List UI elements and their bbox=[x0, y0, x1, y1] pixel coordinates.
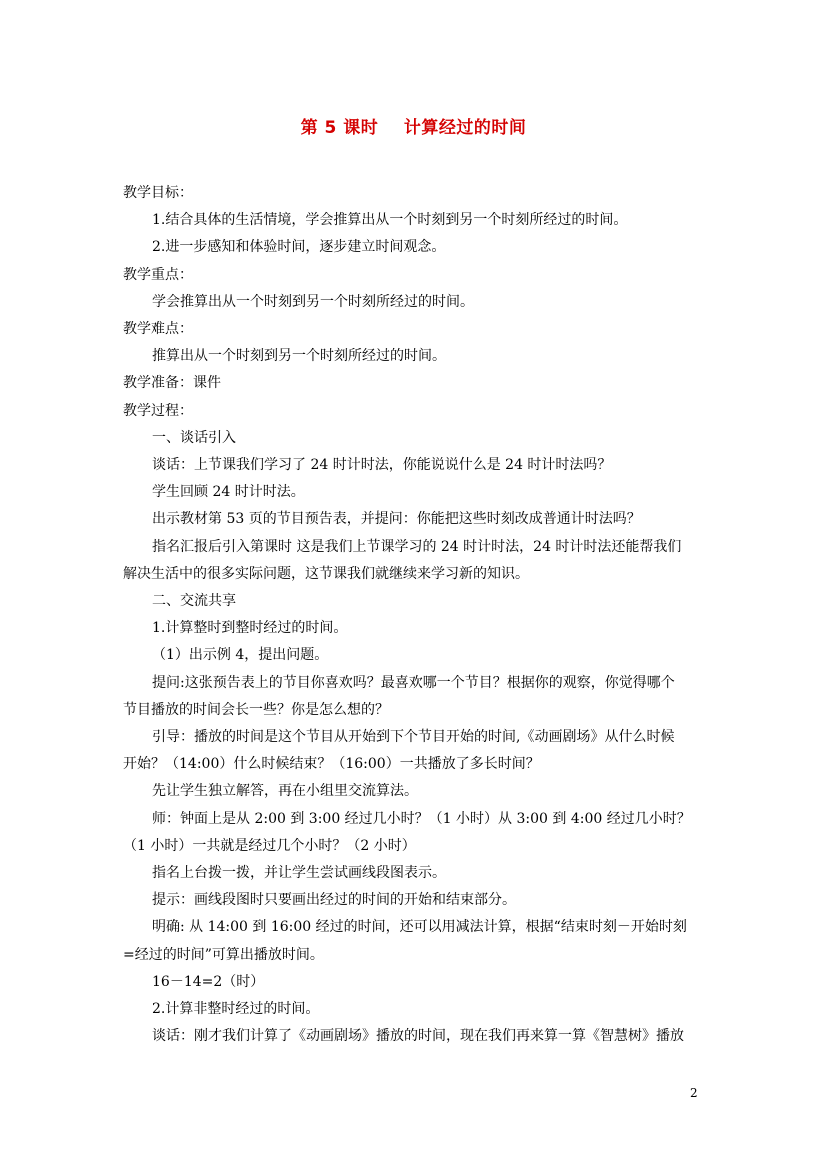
lesson-body bbox=[123, 180, 708, 1051]
body-line: 2.进一步感知和体验时间，逐步建立时间观念。 bbox=[152, 239, 446, 256]
body-line: 指名汇报后引入第课时 这是我们上节课学习的 24 时计时法，24 时计时法还能帮我们 bbox=[152, 538, 682, 555]
body-line: 开始？（14:00）什么时候结束？（16:00）一共播放了多长时间？ bbox=[123, 756, 540, 773]
body-line: 一、谈话引入 bbox=[152, 429, 236, 446]
body-line: 学生回顾 24 时计时法。 bbox=[152, 484, 305, 501]
body-line: 16－14=2（时） bbox=[152, 973, 265, 990]
body-line: 提示：画线段图时只要画出经过的时间的开始和结束部分。 bbox=[152, 892, 516, 909]
body-line: 引导：播放的时间是这个节目从开始到下个节目开始的时间,《动画剧场》从什么时候 bbox=[152, 729, 675, 746]
body-line: 谈话：上节课我们学习了 24 时计时法，你能说说什么是 24 时计时法吗？ bbox=[152, 457, 612, 474]
body-line: 提问:这张预告表上的节目你喜欢吗？最喜欢哪一个节目？根据你的观察，你觉得哪个 bbox=[152, 674, 675, 691]
body-line: 教学重点： bbox=[123, 266, 193, 283]
body-line: 二、交流共享 bbox=[152, 593, 236, 610]
body-line: 学会推算出从一个时刻到另一个时刻所经过的时间。 bbox=[152, 293, 474, 310]
body-line: 先让学生独立解答，再在小组里交流算法。 bbox=[152, 783, 418, 800]
body-line: 师：钟面上是从 2:00 到 3:00 经过几小时？（1 小时）从 3:00 到 4:00 经过几小时？ bbox=[152, 810, 691, 827]
body-line: 教学难点： bbox=[123, 321, 193, 338]
body-line: 教学过程： bbox=[123, 402, 193, 419]
body-line: 教学准备：课件 bbox=[123, 375, 221, 392]
body-line: 1.结合具体的生活情境，学会推算出从一个时刻到另一个时刻所经过的时间。 bbox=[152, 212, 628, 229]
body-line: 明确: 从 14:00 到 16:00 经过的时间，还可以用减法计算，根据“结束时刻－开始时刻 bbox=[152, 919, 687, 936]
body-line: 指名上台拨一拨，并让学生尝试画线段图表示。 bbox=[152, 865, 446, 882]
body-line: 节目播放的时间会长一些？你是怎么想的？ bbox=[123, 701, 389, 718]
body-line: =经过的时间”可算出播放时间。 bbox=[123, 946, 324, 963]
page-number: 2 bbox=[690, 1086, 698, 1100]
body-line: 推算出从一个时刻到另一个时刻所经过的时间。 bbox=[152, 348, 446, 365]
body-line: 1.计算整时到整时经过的时间。 bbox=[152, 620, 348, 637]
lesson-title: 第 5 课时 计算经过的时间 bbox=[300, 118, 527, 138]
body-line: 出示教材第 53 页的节目预告表，并提问：你能把这些时刻改成普通计时法吗？ bbox=[152, 511, 641, 528]
body-line: 解决生活中的很多实际问题，这节课我们就继续来学习新的知识。 bbox=[123, 565, 529, 582]
body-line: （1）出示例 4，提出问题。 bbox=[152, 647, 329, 664]
body-line: （1 小时）一共就是经过几个小时？（2 小时） bbox=[123, 837, 416, 854]
body-line: 2.计算非整时经过的时间。 bbox=[152, 1001, 320, 1018]
body-line: 谈话：刚才我们计算了《动画剧场》播放的时间，现在我们再来算一算《智慧树》播放 bbox=[152, 1028, 684, 1045]
body-line: 教学目标： bbox=[123, 185, 193, 201]
